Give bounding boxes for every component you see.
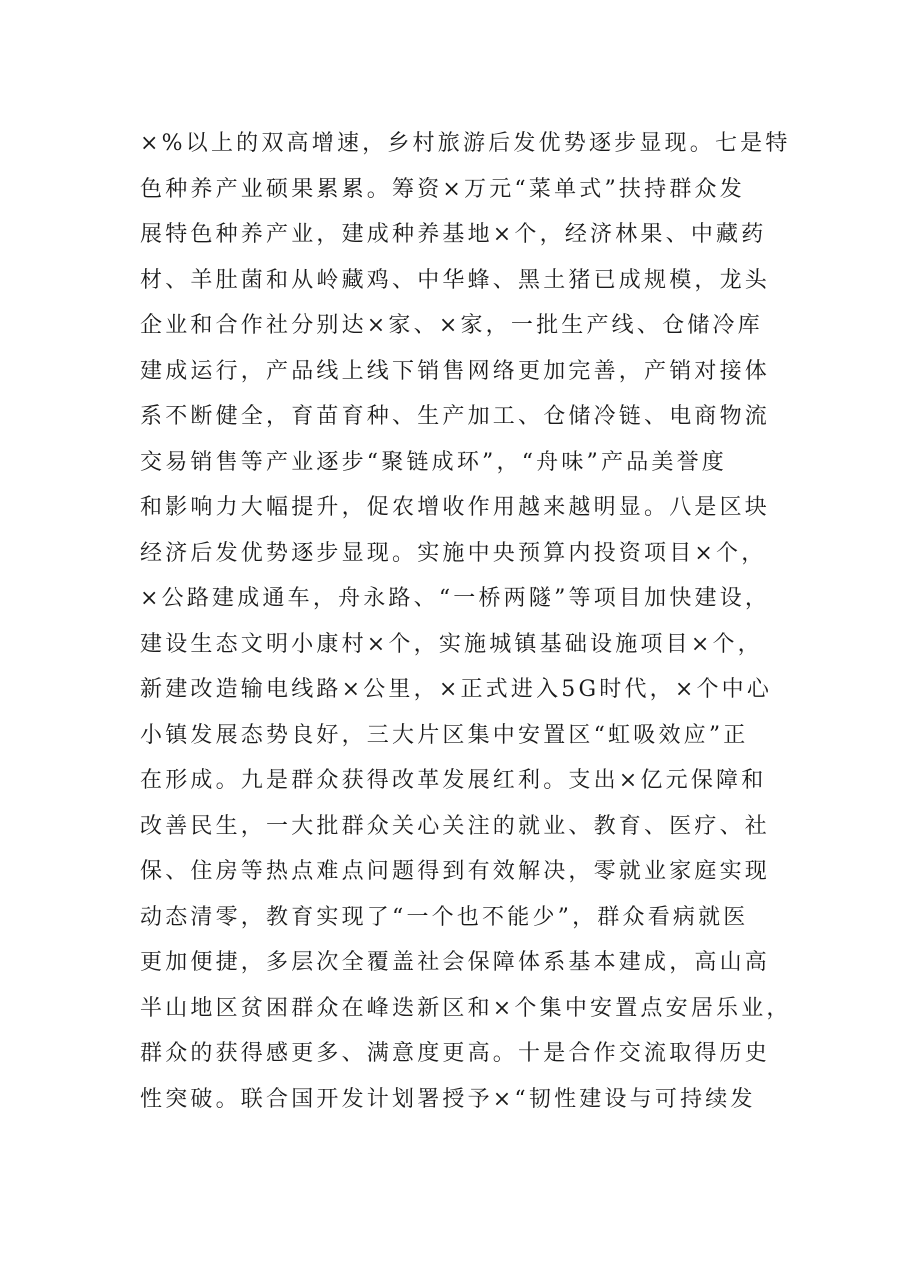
text-line: 小镇发展态势良好，三大片区集中安置区“虹吸效应”正 — [140, 722, 749, 748]
text-line: 和影响力大幅提升，促农增收作用越来越明显。八是区块 — [140, 495, 771, 520]
text-line: 色种养产业硕果累累。筹资×万元“菜单式”扶持群众发 — [140, 176, 745, 202]
text-line: 建设生态文明小康村×个，实施城镇基础设施项目×个， — [140, 631, 763, 657]
text-line: 群众的获得感更多、满意度更高。十是合作交流取得历史 — [140, 1041, 771, 1066]
text-line: 更加便捷，多层次全覆盖社会保障体系基本建成，高山高 — [140, 950, 771, 975]
text-line: 展特色种养产业，建成种养基地×个，经济林果、中藏药 — [140, 222, 767, 247]
text-line: 半山地区贫困群众在峰迭新区和×个集中安置点安居乐业， — [140, 995, 792, 1021]
text-line: 在形成。九是群众获得改革发展红利。支出×亿元保障和 — [140, 768, 767, 793]
text-line: 交易销售等产业逐步“聚链成环”，“舟味”产品美誉度 — [140, 449, 727, 475]
text-line: 保、住房等热点难点问题得到有效解决，零就业家庭实现 — [140, 859, 771, 884]
body-paragraph — [140, 121, 800, 1122]
text-line: ×%以上的双高增速，乡村旅游后发优势逐步显现。七是特 — [140, 131, 791, 156]
text-line: 动态清零，教育实现了“一个也不能少”，群众看病就医 — [140, 904, 749, 930]
text-line: 改善民生，一大批群众关心关注的就业、教育、医疗、社 — [140, 813, 771, 839]
text-line: ×公路建成通车，舟永路、“一桥两隧”等项目加快建设， — [140, 586, 771, 611]
text-line: 材、羊肚菌和从岭藏鸡、中华蜂、黑土猪已成规模，龙头 — [140, 267, 771, 293]
text-line: 经济后发优势逐步显现。实施中央预算内投资项目×个， — [140, 540, 767, 566]
text-line: 新建改造输电线路×公里，×正式进入5G时代，×个中心 — [140, 677, 773, 702]
text-line: 企业和合作社分别达×家、×家，一批生产线、仓储冷库 — [140, 313, 763, 338]
text-line: 性突破。联合国开发计划署授予×“韧性建设与可持续发 — [140, 1086, 756, 1112]
text-line: 建成运行，产品线上线下销售网络更加完善，产销对接体 — [140, 358, 771, 384]
text-line: 系不断健全，育苗育种、生产加工、仓储冷链、电商物流 — [140, 404, 771, 429]
